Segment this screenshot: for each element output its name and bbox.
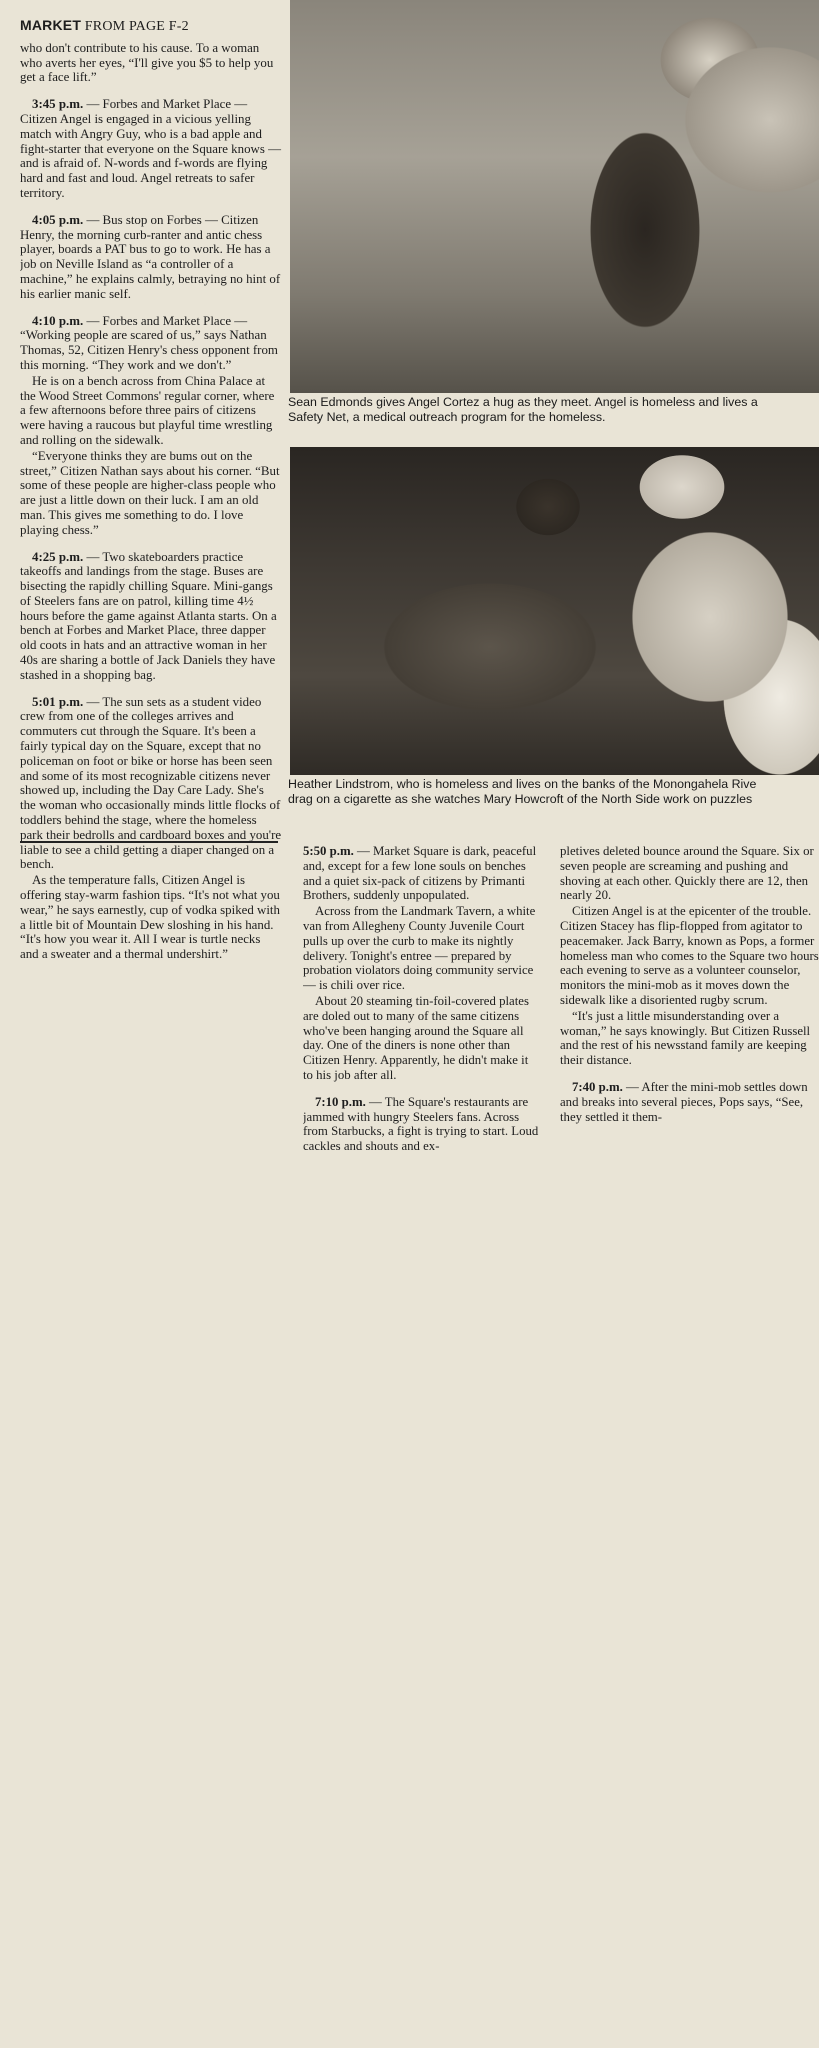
timestamp: 7:40 p.m.	[572, 1079, 623, 1094]
jump-keyword: MARKET	[20, 17, 82, 33]
article-paragraph	[303, 904, 541, 993]
article-column-left	[20, 0, 282, 1204]
photo-hug	[290, 0, 819, 393]
caption-line: Heather Lindstrom, who is homeless and lives on the banks of the Monongahela Rive	[288, 777, 757, 791]
article-paragraph	[20, 449, 282, 538]
article-paragraph	[560, 844, 819, 903]
timestamp: 7:10 p.m.	[315, 1094, 366, 1109]
timestamp-entry	[560, 1080, 819, 1124]
caption-line: drag on a cigarette as she watches Mary Howcroft of the North Side work on puzzles	[288, 792, 753, 806]
paragraph-text: — The Square's restaurants are jammed with hungry Steelers fans. Across from Starbucks, a fight is trying to start. Loud cackles and shouts and ex-	[303, 1094, 539, 1154]
jump-head	[20, 18, 282, 35]
article-paragraph	[20, 41, 282, 85]
timestamp: 4:10 p.m.	[32, 313, 84, 328]
timestamp-entry	[303, 1095, 541, 1154]
article-paragraph	[560, 1009, 819, 1068]
timestamp: 4:25 p.m.	[32, 549, 84, 564]
paragraph-text: — Market Square is dark, peaceful and, except for a few lone souls on benches and a quiet six-pack of citizens by Primanti Brothers, suddenly unpopulated.	[303, 844, 537, 903]
paragraph-text: pletives deleted bounce around the Square. Six or seven people are screaming and pushing and shoving at each other. Quickly there are 12, then nearly 20.	[560, 844, 814, 903]
paragraph-text: He is on a bench across from China Palace at the Wood Street Commons' regular corner, where a few afternoons before three pairs of citizens were having a raucous but playful time wrestling and rolling on the sidewalk.	[20, 373, 275, 447]
timestamp-entry	[20, 97, 282, 201]
timestamp-entry	[20, 213, 282, 302]
photo-caption-2	[288, 777, 819, 809]
paragraph-text: About 20 steaming tin-foil-covered plates are doled out to many of the same citizens who've been hanging around the Square all day. One of the diners is none other than Citizen Henry. Apparently, he didn't make it to his job after all.	[303, 993, 529, 1082]
timestamp-entry	[303, 844, 541, 903]
article-paragraph	[20, 374, 282, 448]
paragraph-text: — Two skateboarders practice takeoffs and landings from the stage. Buses are bisecting the rapidly chilling Square. Mini-gangs of Steelers fans are on patrol, killing time 4½ hours before the game against Atlanta starts. On a bench at Forbes and Market Place, three dapper old coots in hats and an attractive woman in her 40s are sharing a bottle of Jack Daniels they have stashed in a shopping bag.	[20, 549, 277, 682]
paragraph-text: As the temperature falls, Citizen Angel is offering stay-warm fashion tips. “It's not what you wear,” he says earnestly, cup of vodka spiked with a little bit of Mountain Dew sloshing in his hand. “It's how you wear it. All I wear is turtle necks and a sweater and a thermal undershirt.”	[20, 873, 280, 962]
timestamp: 4:05 p.m.	[32, 212, 84, 227]
paragraph-text: Citizen Angel is at the epicenter of the trouble. Citizen Stacey has flip-flopped from agitator to peacemaker. Jack Barry, known as Pops, a former homeless man who comes to the Square two hours each evening to serve as a volunteer counselor, monitors the mini-mob as it moves down the sidewalk like a disoriented rugby scrum.	[560, 904, 819, 1007]
column-rule	[20, 841, 278, 843]
paragraph-text: — Forbes and Market Place — Citizen Angel is engaged in a vicious yelling match with Angry Guy, who is a bad apple and fight-starter that everyone on the Square knows — and is afraid of. N-words and f-words are flying hard and fast and loud. Angel retreats to safer territory.	[20, 97, 281, 200]
paragraph-text: — Forbes and Market Place — “Working people are scared of us,” says Nathan Thomas, 52, Citizen Henry's chess opponent from this morning. “They work and we don't.”	[20, 313, 278, 372]
timestamp-entry	[20, 550, 282, 683]
caption-line: Sean Edmonds gives Angel Cortez a hug as they meet. Angel is homeless and lives a	[288, 395, 758, 409]
paragraph-text: who don't contribute to his cause. To a woman who averts her eyes, “I'll give you $5 to help you get a face lift.”	[20, 40, 274, 85]
paragraph-text: — The sun sets as a student video crew from one of the colleges arrives and commuters cut through the Square. It's been a fairly typical day on the Square, except that no policeman on foot or bike or horse has been seen and some of its most recognizable citizens never showed up, including the Day Care Lady. She's the woman who occasionally minds little flocks of toddlers behind the stage, where the homeless park their bedrolls and cardboard boxes and you're liable to see a child getting a diaper changed on a bench.	[20, 694, 282, 872]
paragraph-text: — Bus stop on Forbes — Citizen Henry, the morning curb-ranter and antic chess player, boards a PAT bus to go to work. He has a job on Neville Island as “a controller of a machine,” he explains calmly, betraying no hint of his earlier manic self.	[20, 212, 281, 301]
paragraph-text: “It's just a little misunderstanding over a woman,” he says knowingly. But Citizen Russell and the rest of his newsstand family are keeping their distance.	[560, 1008, 811, 1068]
timestamp: 5:50 p.m.	[303, 844, 354, 858]
article-paragraph	[560, 904, 819, 1008]
article-column-middle	[303, 844, 541, 2048]
timestamp-entry	[20, 314, 282, 373]
paragraph-text: Across from the Landmark Tavern, a white van from Allegheny County Juvenile Court pulls up over the curb to make its nightly delivery. Tonight's entree — prepared by probation violators doing community service — is chili over rice.	[303, 904, 536, 993]
caption-line: Safety Net, a medical outreach program for the homeless.	[288, 410, 606, 424]
timestamp: 3:45 p.m.	[32, 97, 84, 112]
photo-caption-1	[288, 395, 819, 427]
article-paragraph	[303, 994, 541, 1083]
article-paragraph	[20, 873, 282, 962]
paragraph-text: “Everyone thinks they are bums out on the street,” Citizen Nathan says about his corner. “But some of these people are higher-class people who are just a little down on their luck. I am an old man. This gives me something to do. I love playing chess.”	[20, 448, 280, 537]
jump-rest: FROM PAGE F-2	[84, 19, 189, 34]
article-column-right	[560, 844, 819, 2048]
paragraph-text: — After the mini-mob settles down and breaks into several pieces, Pops says, “See, they settled it them-	[560, 1079, 808, 1124]
timestamp: 5:01 p.m.	[32, 694, 84, 709]
photo-puzzle	[290, 447, 819, 775]
timestamp-entry	[20, 695, 282, 873]
